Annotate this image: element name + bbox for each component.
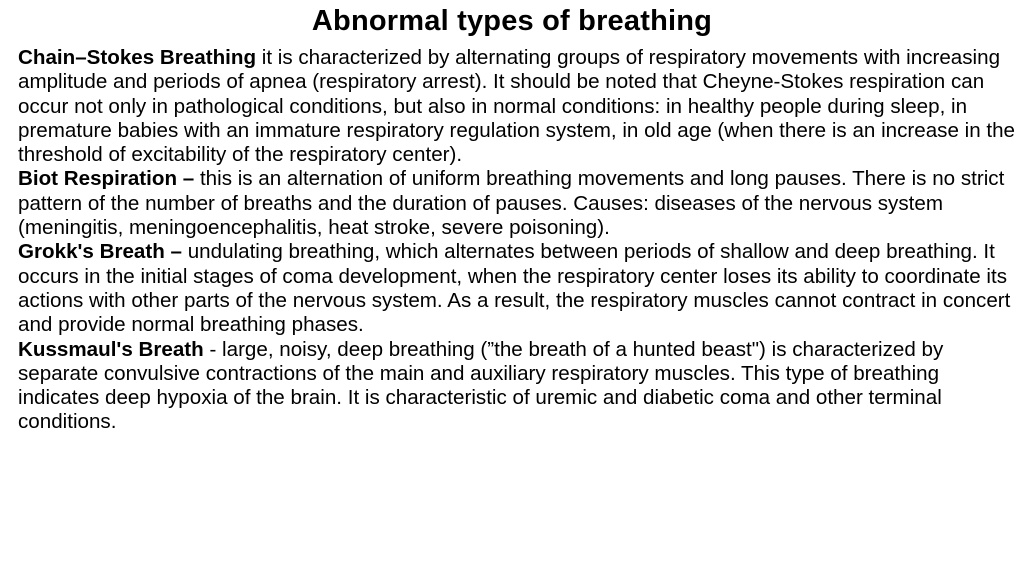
definition-grokk: undulating breathing, which alternates between periods of shallow and deep breathing. It occurs in the initial stages of coma development, when the respiratory center loses its ability to coordinate its actions with other parts of the nervous system. As a result, the respiratory muscles cannot contract in concert and provide normal breathing phases. [18, 240, 1011, 337]
slide-body [18, 46, 1018, 435]
term-cheyne-stokes: Chain–Stokes Breathing [18, 46, 257, 69]
paragraph-grokk [18, 240, 1018, 337]
term-biot: Biot Respiration – [18, 167, 195, 191]
definition-biot: this is an alternation of uniform breathing movements and long pauses. There is no strict pattern of the number of breaths and the duration of pauses. Causes: diseases of the nervous system (meningitis, meningoencephalitis, heat stroke, severe poisoning). [18, 167, 1005, 240]
definition-cheyne-stokes: it is characterized by alternating groups of respiratory movements with increasing amplitude and periods of apnea (respiratory arrest). It should be noted that Cheyne-Stokes respiration can occur not only in pathological conditions, but also in normal conditions: in healthy people during sleep, in premature babies with an immature respiratory regulation system, in old age (when there is an increase in the threshold of excitability of the respiratory center). [18, 46, 1016, 167]
paragraph-biot [18, 167, 1018, 240]
slide-title: Abnormal types of breathing [311, 5, 713, 37]
paragraph-cheyne-stokes [18, 46, 1018, 167]
definition-kussmaul: - large, noisy, deep breathing (”the breath of a hunted beast") is characterized by separate convulsive contractions of the main and auxiliary respiratory muscles. This type of breathing indicates deep hypoxia of the brain. It is characteristic of uremic and diabetic coma and other terminal conditions. [18, 337, 944, 434]
term-grokk: Grokk's Breath – [18, 240, 182, 264]
term-kussmaul: Kussmaul's Breath [18, 337, 204, 361]
paragraph-kussmaul [18, 338, 1018, 435]
